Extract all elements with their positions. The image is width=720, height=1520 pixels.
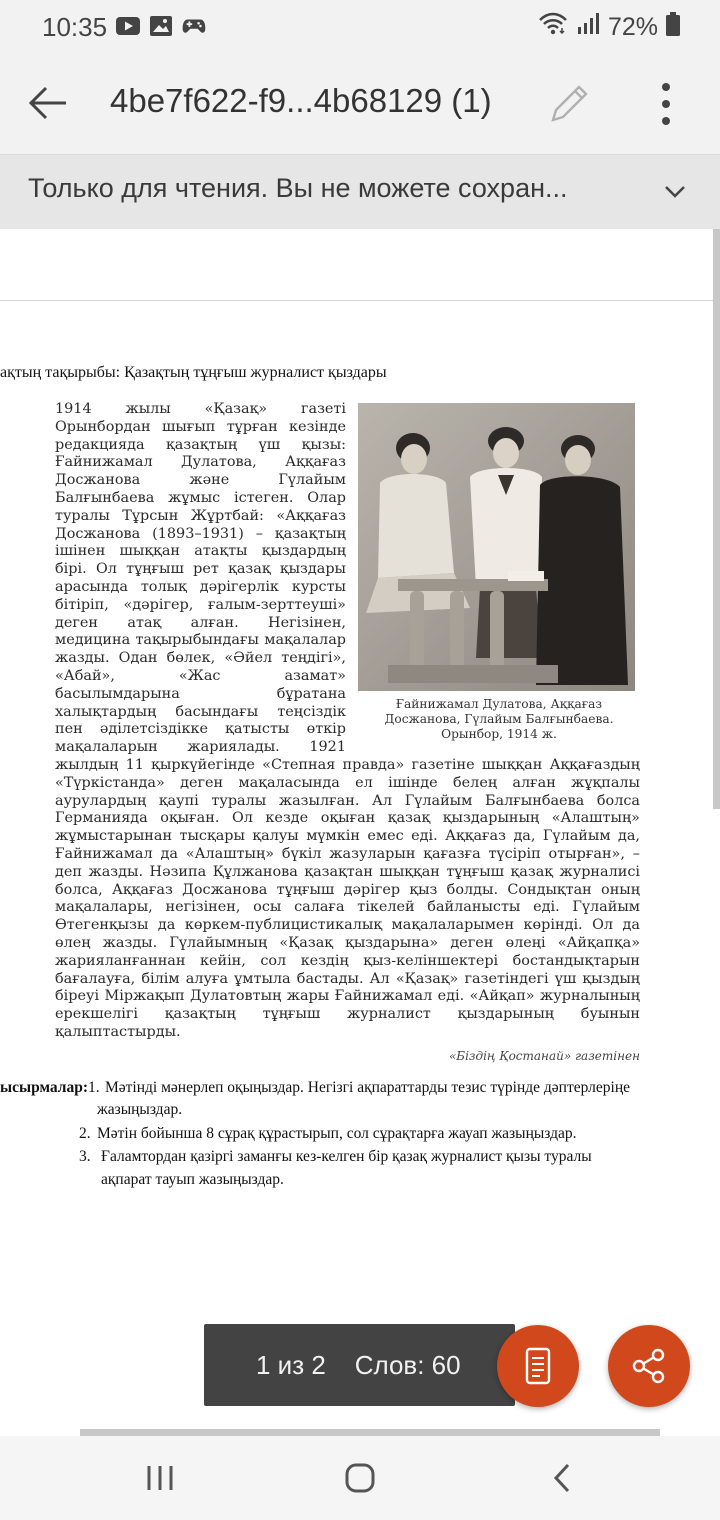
read-only-banner[interactable] — [0, 155, 720, 229]
gallery-icon — [149, 15, 173, 37]
status-bar — [0, 0, 720, 56]
chevron-down-icon[interactable] — [660, 177, 690, 207]
task-number: 3. — [79, 1148, 91, 1165]
status-time: 10:35 — [42, 12, 108, 42]
share-icon — [629, 1346, 669, 1386]
recents-button[interactable] — [140, 1458, 180, 1498]
document-title: 4be7f622-f9...4b68129 (1) — [110, 82, 492, 119]
read-mode-icon — [518, 1346, 558, 1386]
article — [55, 401, 640, 1065]
horizontal-scrollbar[interactable] — [80, 1429, 660, 1436]
banner-text: Только для чтения. Вы не можете сохран... — [28, 173, 568, 203]
word-count: Слов: 60 — [354, 1350, 461, 1380]
task-text: Ғаламтордан қазіргі заманғы кез-келген бір қазақ журналист қызы туралы — [101, 1148, 592, 1165]
status-notification-icons — [116, 15, 206, 37]
historical-photo — [358, 403, 635, 691]
photo-figure — [358, 403, 640, 742]
game-controller-icon — [182, 15, 206, 37]
article-source: «Біздің Қостанай» газетінен — [448, 1048, 640, 1063]
more-vert-icon — [646, 78, 686, 130]
system-nav-bar — [0, 1436, 720, 1520]
edit-pencil-icon — [545, 80, 593, 128]
task-number: 1. — [88, 1079, 100, 1096]
page-divider — [0, 300, 720, 301]
task-text-continued: жазыңыздар. — [97, 1101, 183, 1118]
recents-icon — [140, 1458, 180, 1498]
more-options-button[interactable] — [646, 78, 686, 130]
battery-icon — [666, 12, 680, 43]
home-button[interactable] — [340, 1458, 380, 1498]
lesson-topic: ақтың тақырыбы: Қазақтың тұңғыш журналист қыздары — [0, 364, 387, 381]
app-bar — [0, 56, 720, 155]
status-system-icons — [538, 12, 680, 43]
signal-icon — [576, 12, 600, 43]
vertical-scrollbar[interactable] — [713, 229, 720, 809]
battery-percent: 72% — [607, 13, 658, 41]
read-mode-button[interactable] — [497, 1325, 579, 1407]
youtube-icon — [116, 15, 140, 37]
back-button[interactable] — [24, 78, 74, 128]
article-paragraph: 1914 жылы «Қазақ» газеті Орынбордан шығып тұрған кезінде редакцияда қазақтың үш қызы: Ғайнижамал Дулатова, Аққағаз Досжанова және Гүлайым Балғынбаева жұмыс істеген. Олар туралы Тұрсын Жұртбай: «Аққағаз Досжанова (1893–1931) – қазақтың ішінен шыққан атақты қыздардың бірі. Ол тұңғыш рет қазақ қыздары арасында толық дәрігерлік курсты бітіріп, «дәрігер, ғалым-зерттеуші» деген атақ алған. Негізінен, медицина тақырыбындағы мақалалар жазды. Одан бөлек, «Әйел теңдігі», «Абай», «Жас азамат» басылымдарына бұратана халықтардың басындағы теңсіздік пен әділетсіздікке қатысты өткір мақалаларын жариялады. 1921 жылдың 11 қыркүйегінде «Степная правда» газетіне шыққан Аққағаздың «Түркістанда» деген мақаласында ел ішінде белең алған жұқпалы аурулардың қаупі туралы жазылған. Ал Гүлайым Балғынбаева болса Германияда оқыған. Ол кезде оқыған қазақ қыздарының «Алаштың» жұмыстарынан тысқары қалуы мүмкін емес еді. Аққағаз да, Гүлайым да, Ғайнижамал да «Алаштың» бүкіл жазуларын қағазға түсіріп отырған», – деп жазды. Нәзипа Құлжанова қазақтан шыққан тұңғыш қазақ журналисі болса, Аққағаз Досжанова тұңғыш дәрігер қыз болды. Сондықтан оның мақалалары, негізінен, осы салаға тікелей байланысты еді. Гүлайым Өтегенқызы да көркем-публицистикалық мақалаларымен көрінді. Ол да өлең жазды. Гүлайымның «Қазақ қыздарына» деген өлеңі «Айқапқа» жарияланғаннан кейін, сол кездің қыз-келіншектері бостандықтарын бағалауға, білім алуға ұмтыла бастады. Ал «Қазақ» газетіндегі үш қыздың біреуі Міржақып Дулатовтың жары Ғайнижамал еді. «Айқап» журналының ерекшелігі қазақтың тұңғыш журналист қыздарының буынын қалыптастырды. — [55, 401, 640, 1040]
task-text: Мәтін бойынша 8 сұрақ құрастырып, сол сұрақтарға жауап жазыңыздар. — [97, 1125, 577, 1142]
photo-caption: Ғайнижамал Дулатова, Аққағаз Досжанова, Гүлайым Балғынбаева. Орынбор, 1914 ж. — [384, 697, 614, 741]
task-number: 2. — [79, 1125, 91, 1142]
share-button[interactable] — [608, 1325, 690, 1407]
task-text: Мәтінді мәнерлеп оқыңыздар. Негізгі ақпараттарды тезис түрінде дәптерлеріңе — [105, 1079, 630, 1096]
document-viewport[interactable] — [0, 229, 720, 1436]
page-count: 1 из 2 — [256, 1350, 326, 1380]
wifi-icon — [538, 12, 568, 43]
back-icon — [543, 1458, 583, 1498]
home-icon — [340, 1458, 380, 1498]
nav-back-button[interactable] — [543, 1458, 583, 1498]
back-arrow-icon — [24, 78, 74, 128]
task-text-continued: ақпарат тауып жазыңыздар. — [101, 1171, 284, 1188]
page-indicator-text — [256, 1350, 461, 1381]
edit-button[interactable] — [545, 80, 593, 128]
page-indicator — [204, 1324, 515, 1406]
tasks-label: ысырмалар: — [0, 1079, 89, 1096]
